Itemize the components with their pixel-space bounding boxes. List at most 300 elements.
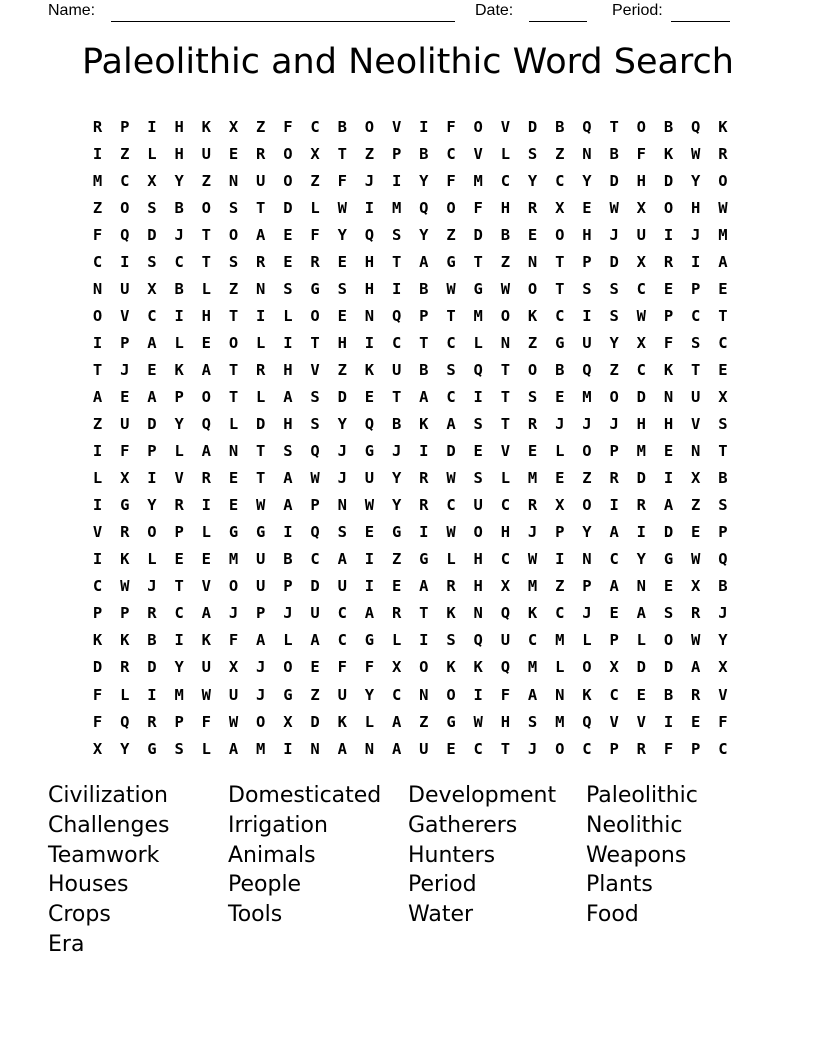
grid-letter: G xyxy=(283,685,293,704)
grid-letter: A xyxy=(147,387,157,406)
grid-letter: R xyxy=(256,252,266,271)
grid-letter: C xyxy=(609,550,619,569)
grid-letter: L xyxy=(256,387,266,406)
grid-letter: A xyxy=(609,577,619,596)
grid-letter: U xyxy=(337,577,347,596)
grid-letter: V xyxy=(92,523,103,542)
grid-letter: O xyxy=(283,658,293,677)
grid-letter: C xyxy=(718,333,728,352)
grid-letter: F xyxy=(283,117,293,136)
grid-letter: Z xyxy=(391,550,402,569)
grid-letter: U xyxy=(201,144,212,163)
grid-letter: I xyxy=(391,171,402,190)
grid-letter: A xyxy=(446,415,456,434)
grid-letter: T xyxy=(718,442,728,461)
grid-letter: S xyxy=(609,279,619,298)
grid-letter: D xyxy=(310,577,320,596)
grid-letter: I xyxy=(147,469,157,488)
grid-letter: E xyxy=(228,496,239,515)
grid-letter: W xyxy=(691,550,701,569)
grid-letter: S xyxy=(310,387,320,406)
word-item: Water xyxy=(408,902,474,928)
grid-letter: K xyxy=(718,117,728,136)
word-item: Era xyxy=(48,931,85,957)
grid-letter: I xyxy=(92,496,103,515)
grid-letter: G xyxy=(663,550,674,569)
grid-letter: T xyxy=(391,252,402,271)
grid-letter: F xyxy=(337,658,347,677)
grid-letter: D xyxy=(92,658,103,677)
grid-letter: G xyxy=(120,496,130,515)
word-item: Domesticated xyxy=(228,783,382,808)
grid-letter: I xyxy=(147,117,157,136)
grid-letter: O xyxy=(310,306,320,325)
grid-letter: P xyxy=(582,252,592,271)
word-list-column xyxy=(228,781,381,930)
grid-letter: L xyxy=(500,144,511,163)
grid-letter: W xyxy=(337,198,347,217)
grid-letter: O xyxy=(555,225,565,244)
grid-letter: Q xyxy=(500,658,511,677)
grid-letter: T xyxy=(92,360,103,379)
grid-letter: E xyxy=(555,469,565,488)
word-item: Gatherers xyxy=(408,812,518,838)
grid-letter: I xyxy=(283,333,293,352)
grid-letter: C xyxy=(527,631,538,650)
grid-letter: I xyxy=(174,306,184,325)
period-label: Period: xyxy=(612,2,663,19)
grid-letter: E xyxy=(364,523,375,542)
grid-letter: Y xyxy=(391,469,402,488)
grid-letter: X xyxy=(609,658,619,677)
grid-letter: J xyxy=(283,604,293,623)
grid-letter: Q xyxy=(310,523,320,542)
grid-letter: J xyxy=(120,360,130,379)
grid-letter: M xyxy=(473,171,483,190)
grid-letter: C xyxy=(500,171,511,190)
grid-letter: R xyxy=(446,577,456,596)
grid-letter: I xyxy=(92,442,103,461)
grid-letter: G xyxy=(473,279,483,298)
grid-letter: H xyxy=(636,415,647,434)
grid-letter: U xyxy=(120,279,130,298)
grid-letter: I xyxy=(473,387,483,406)
grid-letter: S xyxy=(582,279,592,298)
grid-letter: S xyxy=(337,523,347,542)
grid-letter: C xyxy=(582,739,592,758)
grid-letter: J xyxy=(555,415,565,434)
grid-letter: H xyxy=(283,415,293,434)
grid-letter: P xyxy=(691,279,701,298)
grid-letter: G xyxy=(555,333,565,352)
grid-letter: Y xyxy=(337,225,347,244)
grid-letter: G xyxy=(364,631,375,650)
grid-letter: O xyxy=(147,523,157,542)
grid-letter: O xyxy=(500,306,511,325)
grid-letter: I xyxy=(663,469,674,488)
grid-letter: S xyxy=(663,604,674,623)
grid-letter: R xyxy=(174,496,184,515)
grid-letter: Z xyxy=(527,333,538,352)
grid-letter: C xyxy=(391,685,402,704)
grid-letter: L xyxy=(636,631,647,650)
grid-letter: A xyxy=(256,225,266,244)
grid-letter: O xyxy=(256,712,266,731)
grid-letter: O xyxy=(527,279,538,298)
grid-letter: D xyxy=(636,387,647,406)
grid-letter: M xyxy=(391,198,402,217)
grid-letter: A xyxy=(636,604,647,623)
grid-letter: B xyxy=(337,117,347,136)
grid-letter: D xyxy=(147,415,157,434)
grid-letter: R xyxy=(391,604,402,623)
grid-letter: Y xyxy=(419,171,429,190)
grid-letter: S xyxy=(147,252,157,271)
grid-letter: J xyxy=(718,604,728,623)
grid-letter: U xyxy=(691,387,701,406)
grid-letter: B xyxy=(174,198,184,217)
grid-letter: X xyxy=(228,117,239,136)
grid-letter: C xyxy=(120,171,130,190)
grid-letter: E xyxy=(337,306,347,325)
grid-letter: S xyxy=(283,279,293,298)
word-item: Civilization xyxy=(48,783,169,808)
grid-letter: T xyxy=(201,225,212,244)
grid-letter: H xyxy=(283,360,293,379)
grid-letter: K xyxy=(446,604,456,623)
grid-letter: F xyxy=(500,685,511,704)
grid-letter: E xyxy=(364,387,375,406)
grid-letter: E xyxy=(310,658,320,677)
grid-letter: J xyxy=(337,442,347,461)
grid-letter: Y xyxy=(147,496,157,515)
grid-letter: C xyxy=(555,604,565,623)
grid-letter: R xyxy=(419,469,429,488)
grid-letter: N xyxy=(582,144,592,163)
grid-letter: E xyxy=(527,225,538,244)
grid-letter: O xyxy=(201,387,212,406)
grid-letter: L xyxy=(364,712,375,731)
grid-letter: T xyxy=(228,360,239,379)
grid-letter: R xyxy=(691,604,701,623)
grid-letter: J xyxy=(337,469,347,488)
grid-letter: O xyxy=(582,442,592,461)
grid-letter: W xyxy=(609,198,619,217)
grid-letter: X xyxy=(636,198,647,217)
grid-letter: O xyxy=(473,117,483,136)
grid-letter: B xyxy=(391,415,402,434)
grid-letter: G xyxy=(446,712,456,731)
grid-letter: V xyxy=(691,415,701,434)
grid-letter: Y xyxy=(527,171,538,190)
grid-letter: V xyxy=(473,144,483,163)
word-item: Teamwork xyxy=(48,842,160,868)
grid-letter: Z xyxy=(582,469,592,488)
grid-letter: M xyxy=(92,171,103,190)
grid-letter: C xyxy=(92,577,103,596)
grid-letter: R xyxy=(663,252,674,271)
grid-letter: E xyxy=(527,442,538,461)
grid-letter: U xyxy=(337,685,347,704)
period-input-line[interactable] xyxy=(671,0,730,22)
grid-letter: K xyxy=(120,631,130,650)
word-list-column xyxy=(48,781,169,960)
grid-letter: S xyxy=(391,225,402,244)
grid-letter: K xyxy=(419,415,429,434)
grid-letter: Z xyxy=(120,144,130,163)
grid-letter: D xyxy=(256,415,266,434)
grid-letter: S xyxy=(446,360,456,379)
grid-letter: A xyxy=(419,387,429,406)
grid-letter: S xyxy=(473,469,483,488)
grid-letter: L xyxy=(555,442,565,461)
grid-letter: F xyxy=(92,685,103,704)
grid-letter: J xyxy=(174,225,184,244)
grid-letter: F xyxy=(364,658,375,677)
grid-letter: E xyxy=(473,442,483,461)
grid-letter: I xyxy=(419,523,429,542)
grid-letter: R xyxy=(201,469,212,488)
grid-letter: R xyxy=(419,496,429,515)
grid-letter: O xyxy=(419,658,429,677)
grid-letter: K xyxy=(582,685,592,704)
grid-letter: F xyxy=(446,171,456,190)
grid-letter: K xyxy=(120,550,130,569)
grid-letter: U xyxy=(364,469,375,488)
date-input-line[interactable] xyxy=(529,0,587,22)
grid-letter: Q xyxy=(419,198,429,217)
grid-letter: U xyxy=(120,415,130,434)
grid-letter: R xyxy=(718,144,728,163)
grid-letter: O xyxy=(527,360,538,379)
grid-letter: E xyxy=(663,279,674,298)
grid-letter: M xyxy=(473,306,483,325)
grid-letter: E xyxy=(636,685,647,704)
grid-letter: M xyxy=(256,739,266,758)
grid-letter: D xyxy=(283,198,293,217)
word-item: Plants xyxy=(586,872,653,898)
grid-letter: P xyxy=(147,442,157,461)
grid-letter: O xyxy=(446,685,456,704)
grid-letter: H xyxy=(582,225,592,244)
grid-letter: R xyxy=(636,496,647,515)
grid-letter: T xyxy=(337,144,347,163)
grid-letter: L xyxy=(120,685,130,704)
grid-letter: J xyxy=(691,225,701,244)
grid-letter: X xyxy=(92,739,103,758)
grid-letter: E xyxy=(174,550,184,569)
grid-letter: R xyxy=(527,198,538,217)
grid-letter: R xyxy=(256,360,266,379)
grid-letter: Y xyxy=(120,739,130,758)
grid-letter: C xyxy=(636,279,647,298)
grid-letter: P xyxy=(256,604,266,623)
grid-letter: L xyxy=(228,415,239,434)
grid-letter: T xyxy=(473,252,483,271)
grid-letter: D xyxy=(310,712,320,731)
grid-letter: W xyxy=(256,496,266,515)
grid-letter: X xyxy=(283,712,293,731)
grid-letter: C xyxy=(473,739,483,758)
grid-letter: D xyxy=(446,442,456,461)
grid-letter: H xyxy=(473,550,483,569)
grid-letter: E xyxy=(147,360,157,379)
grid-letter: X xyxy=(500,577,511,596)
grid-letter: N xyxy=(582,550,592,569)
grid-letter: E xyxy=(718,360,728,379)
grid-letter: I xyxy=(283,739,293,758)
grid-letter: Q xyxy=(582,712,592,731)
grid-letter: H xyxy=(500,198,511,217)
grid-letter: I xyxy=(473,685,483,704)
grid-letter: B xyxy=(419,360,429,379)
grid-letter: B xyxy=(419,144,429,163)
name-input-line[interactable] xyxy=(111,0,455,22)
grid-letter: O xyxy=(718,171,728,190)
grid-letter: O xyxy=(582,658,592,677)
grid-letter: B xyxy=(555,360,565,379)
grid-letter: M xyxy=(636,442,647,461)
grid-letter: P xyxy=(582,577,592,596)
grid-letter: C xyxy=(500,550,511,569)
grid-letter: O xyxy=(636,117,647,136)
grid-letter: M xyxy=(718,225,728,244)
grid-letter: P xyxy=(419,306,429,325)
grid-letter: I xyxy=(92,333,103,352)
grid-letter: R xyxy=(92,117,103,136)
grid-letter: X xyxy=(718,387,728,406)
grid-letter: Y xyxy=(419,225,429,244)
grid-letter: O xyxy=(120,198,130,217)
grid-letter: N xyxy=(337,496,347,515)
grid-letter: F xyxy=(228,631,239,650)
grid-letter: Q xyxy=(120,225,130,244)
grid-letter: B xyxy=(609,144,619,163)
grid-letter: G xyxy=(147,739,157,758)
grid-letter: M xyxy=(582,387,592,406)
grid-letter: O xyxy=(283,171,293,190)
grid-letter: I xyxy=(283,523,293,542)
grid-letter: S xyxy=(446,631,456,650)
grid-letter: K xyxy=(201,631,212,650)
word-item: Animals xyxy=(228,842,316,868)
grid-letter: Y xyxy=(691,171,701,190)
grid-letter: Q xyxy=(310,442,320,461)
grid-letter: U xyxy=(228,685,239,704)
grid-letter: P xyxy=(718,523,728,542)
grid-letter: U xyxy=(256,171,266,190)
grid-letter: H xyxy=(473,577,483,596)
grid-letter: T xyxy=(500,739,511,758)
grid-letter: T xyxy=(201,252,212,271)
grid-letter: K xyxy=(473,658,483,677)
grid-letter: Z xyxy=(555,577,565,596)
grid-letter: G xyxy=(310,279,320,298)
grid-letter: S xyxy=(228,198,239,217)
grid-letter: F xyxy=(201,712,212,731)
grid-letter: V xyxy=(500,117,511,136)
grid-letter: S xyxy=(718,496,728,515)
grid-letter: T xyxy=(228,387,239,406)
grid-letter: D xyxy=(663,171,674,190)
grid-letter: E xyxy=(337,252,347,271)
grid-letter: V xyxy=(391,117,402,136)
grid-letter: L xyxy=(92,469,103,488)
grid-letter: C xyxy=(337,631,347,650)
grid-letter: P xyxy=(609,739,619,758)
grid-letter: X xyxy=(391,658,402,677)
grid-letter: Q xyxy=(582,117,592,136)
grid-letter: D xyxy=(609,252,619,271)
grid-letter: T xyxy=(391,387,402,406)
grid-letter: H xyxy=(364,279,375,298)
grid-letter: U xyxy=(256,550,266,569)
grid-letter: Q xyxy=(582,360,592,379)
grid-letter: X xyxy=(147,279,157,298)
grid-letter: L xyxy=(582,631,592,650)
grid-letter: L xyxy=(174,333,184,352)
grid-letter: D xyxy=(527,117,538,136)
grid-letter: E xyxy=(663,577,674,596)
grid-letter: F xyxy=(663,333,674,352)
grid-letter: N xyxy=(364,739,375,758)
grid-letter: X xyxy=(718,658,728,677)
grid-letter: G xyxy=(446,252,456,271)
grid-letter: N xyxy=(228,442,239,461)
word-item: Challenges xyxy=(48,812,170,838)
grid-letter: E xyxy=(609,604,619,623)
grid-letter: P xyxy=(174,387,184,406)
grid-letter: T xyxy=(419,604,429,623)
grid-letter: T xyxy=(419,333,429,352)
grid-letter: V xyxy=(718,685,728,704)
grid-letter: H xyxy=(174,117,184,136)
grid-letter: T xyxy=(256,198,266,217)
grid-letter: S xyxy=(310,415,320,434)
grid-letter: I xyxy=(391,279,402,298)
grid-letter: L xyxy=(201,523,212,542)
grid-letter: Y xyxy=(582,171,592,190)
grid-letter: U xyxy=(419,739,429,758)
grid-letter: N xyxy=(419,685,429,704)
grid-letter: Y xyxy=(609,333,619,352)
grid-letter: O xyxy=(555,739,565,758)
grid-letter: E xyxy=(201,550,212,569)
word-item: Development xyxy=(408,783,557,808)
grid-letter: R xyxy=(527,415,538,434)
grid-letter: R xyxy=(527,496,538,515)
grid-letter: Q xyxy=(120,712,130,731)
grid-letter: U xyxy=(310,604,320,623)
grid-letter: Z xyxy=(201,171,212,190)
grid-letter: A xyxy=(201,360,212,379)
grid-letter: L xyxy=(310,198,320,217)
grid-letter: F xyxy=(92,225,103,244)
grid-letter: X xyxy=(636,333,647,352)
grid-letter: I xyxy=(663,225,674,244)
grid-letter: Z xyxy=(555,144,565,163)
grid-letter: Y xyxy=(174,171,184,190)
grid-letter: A xyxy=(364,604,375,623)
grid-letter: Z xyxy=(691,496,701,515)
grid-letter: Y xyxy=(391,496,402,515)
grid-letter: D xyxy=(636,469,647,488)
grid-letter: W xyxy=(718,198,728,217)
grid-letter: M xyxy=(527,658,538,677)
grid-letter: R xyxy=(120,523,130,542)
grid-letter: L xyxy=(473,333,483,352)
grid-letter: O xyxy=(201,198,212,217)
